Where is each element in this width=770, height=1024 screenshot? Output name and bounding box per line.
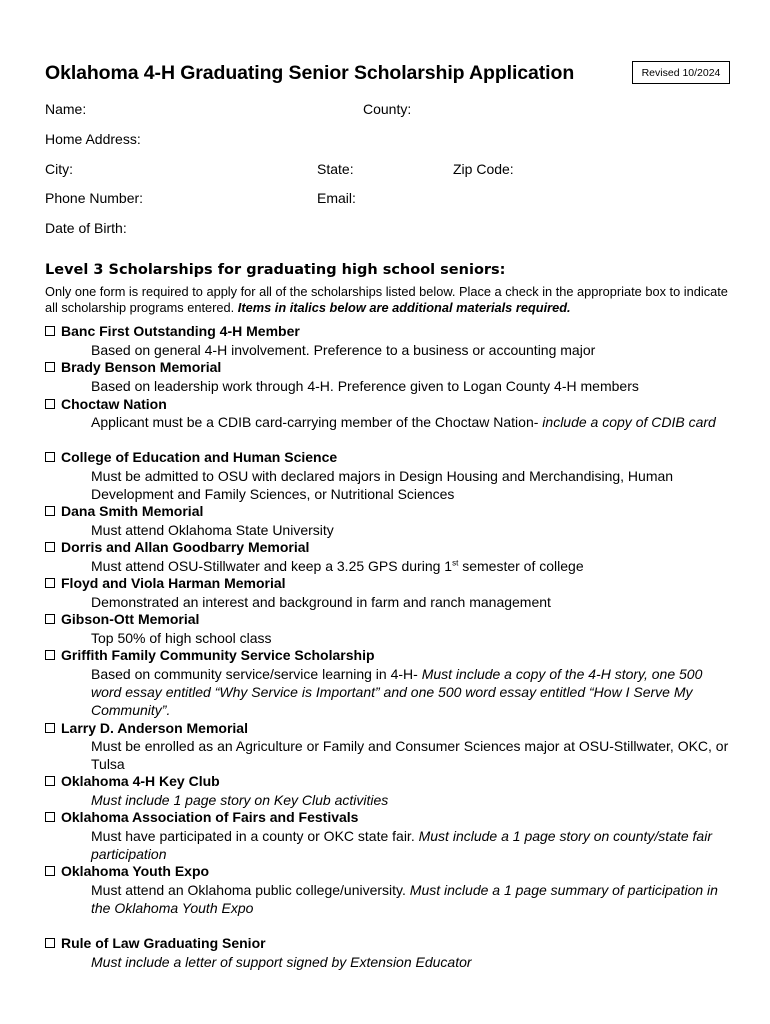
scholarship-item-youth-expo [45, 863, 209, 879]
scholarship-item-key-club [45, 773, 220, 789]
scholarship-name: Griffith Family Community Service Scholarship [61, 647, 375, 663]
scholarship-description [91, 737, 731, 773]
scholarship-name: College of Education and Human Science [61, 449, 338, 465]
scholarship-item-brady-benson [45, 359, 221, 375]
scholarship-checkbox[interactable] [45, 938, 55, 948]
name-field-label[interactable]: Name: [45, 101, 87, 117]
email-field-label[interactable]: Email: [317, 190, 356, 206]
scholarship-checkbox[interactable] [45, 362, 55, 372]
home-address-field-label[interactable]: Home Address: [45, 131, 141, 147]
scholarship-description [91, 791, 731, 809]
scholarship-name: Choctaw Nation [61, 396, 167, 412]
scholarship-name: Larry D. Anderson Memorial [61, 720, 248, 736]
additional-materials-note: Must include a letter of support signed by Extension Educator [91, 954, 472, 970]
scholarship-item-gibson-ott [45, 611, 199, 627]
scholarship-description [91, 593, 731, 611]
scholarship-description [91, 467, 731, 503]
scholarship-name: Banc First Outstanding 4-H Member [61, 323, 300, 339]
scholarship-checkbox[interactable] [45, 723, 55, 733]
additional-materials-note: Must include a copy of the 4-H story, one 500 word essay entitled “Why Service is Important” and one 500 word essay entitled “How I Serve My Community”. [91, 666, 703, 718]
scholarship-checkbox[interactable] [45, 326, 55, 336]
scholarship-checkbox[interactable] [45, 399, 55, 409]
scholarship-name: Gibson-Ott Memorial [61, 611, 200, 627]
scholarship-item-griffith-family [45, 647, 375, 663]
scholarship-checkbox[interactable] [45, 542, 55, 552]
scholarship-checkbox[interactable] [45, 650, 55, 660]
ordinal-suffix: st [452, 558, 459, 568]
scholarship-requirement-text-cont: semester of college [458, 558, 584, 574]
city-field-label[interactable]: City: [45, 161, 73, 177]
intro-required-note: Items in italics below are additional materials required. [237, 300, 571, 315]
additional-materials-note: include a copy of CDIB card [542, 414, 716, 430]
scholarship-item-college-education-human-science [45, 449, 337, 465]
scholarship-description [91, 341, 731, 359]
scholarship-requirement-text: Must have participated in a county or OKC state fair. [91, 828, 419, 844]
scholarship-requirement-text: Applicant must be a CDIB card-carrying member of the Choctaw Nation- [91, 414, 543, 430]
scholarship-checkbox[interactable] [45, 452, 55, 462]
scholarship-name: Brady Benson Memorial [61, 359, 222, 375]
phone-number-field-label[interactable]: Phone Number: [45, 190, 144, 206]
scholarship-name: Oklahoma Association of Fairs and Festivals [61, 809, 359, 825]
revised-date-badge: Revised 10/2024 [632, 61, 730, 84]
scholarship-item-rule-of-law [45, 935, 266, 951]
scholarship-requirement-text: Top 50% of high school class [91, 630, 272, 646]
additional-materials-note: Must include a 1 page summary of participation in the Oklahoma Youth Expo [91, 882, 718, 916]
state-field-label[interactable]: State: [317, 161, 354, 177]
scholarship-item-larry-anderson [45, 720, 248, 736]
scholarship-requirement-text: Must attend OSU-Stillwater and keep a 3.25 GPS during 1 [91, 558, 453, 574]
scholarship-name: Oklahoma 4-H Key Club [61, 773, 220, 789]
scholarship-checkbox[interactable] [45, 812, 55, 822]
scholarship-requirement-text: Must be admitted to OSU with declared majors in Design Housing and Merchandising, Human Development and Family Sciences, or Nutritional Sciences [91, 468, 674, 502]
scholarship-requirement-text: Based on leadership work through 4-H. Preference given to Logan County 4-H members [91, 378, 639, 394]
scholarship-description [91, 629, 731, 647]
scholarship-requirement-text: Must attend an Oklahoma public college/university. [91, 882, 410, 898]
scholarship-description [91, 881, 731, 917]
zip-code-field-label[interactable]: Zip Code: [453, 161, 514, 177]
section-heading: Level 3 Scholarships for graduating high school seniors: [45, 262, 506, 278]
scholarship-checkbox[interactable] [45, 866, 55, 876]
scholarship-item-fairs-festivals [45, 809, 358, 825]
scholarship-description [91, 827, 731, 863]
scholarship-name: Rule of Law Graduating Senior [61, 935, 266, 951]
scholarship-requirement-text: Based on general 4-H involvement. Preference to a business or accounting major [91, 342, 596, 358]
scholarship-requirement-text: Must attend Oklahoma State University [91, 522, 334, 538]
scholarship-checkbox[interactable] [45, 506, 55, 516]
scholarship-name: Dana Smith Memorial [61, 503, 204, 519]
scholarship-checkbox[interactable] [45, 578, 55, 588]
scholarship-requirement-text: Demonstrated an interest and background in farm and ranch management [91, 594, 551, 610]
additional-materials-note: Must include 1 page story on Key Club activities [91, 792, 389, 808]
intro-text: Only one form is required to apply for all of the scholarships listed below. Place a check in the appropriate box to indicate all scholarship programs entered. [45, 284, 728, 315]
scholarship-item-choctaw-nation [45, 396, 167, 412]
page-title: Oklahoma 4-H Graduating Senior Scholarship Application [45, 62, 575, 84]
scholarship-description [91, 377, 731, 395]
scholarship-description [91, 413, 731, 431]
county-field-label[interactable]: County: [363, 101, 412, 117]
scholarship-checkbox[interactable] [45, 614, 55, 624]
scholarship-description [91, 665, 731, 719]
scholarship-name: Oklahoma Youth Expo [61, 863, 210, 879]
scholarship-item-dana-smith [45, 503, 203, 519]
scholarship-checkbox[interactable] [45, 776, 55, 786]
scholarship-item-banc-first [45, 323, 300, 339]
scholarship-item-goodbarry [45, 539, 309, 555]
scholarship-requirement-text: Must be enrolled as an Agriculture or Family and Consumer Sciences major at OSU-Stillwater, OKC, or Tulsa [91, 738, 729, 772]
date-of-birth-field-label[interactable]: Date of Birth: [45, 220, 127, 236]
scholarship-requirement-text: Based on community service/service learning in 4-H- [91, 666, 422, 682]
scholarship-description [91, 557, 731, 575]
scholarship-name: Floyd and Viola Harman Memorial [61, 575, 286, 591]
section-intro [45, 284, 735, 316]
additional-materials-note: Must include a 1 page story on county/state fair participation [91, 828, 712, 862]
scholarship-item-harman [45, 575, 286, 591]
scholarship-name: Dorris and Allan Goodbarry Memorial [61, 539, 310, 555]
scholarship-description [91, 521, 731, 539]
scholarship-description [91, 953, 731, 971]
